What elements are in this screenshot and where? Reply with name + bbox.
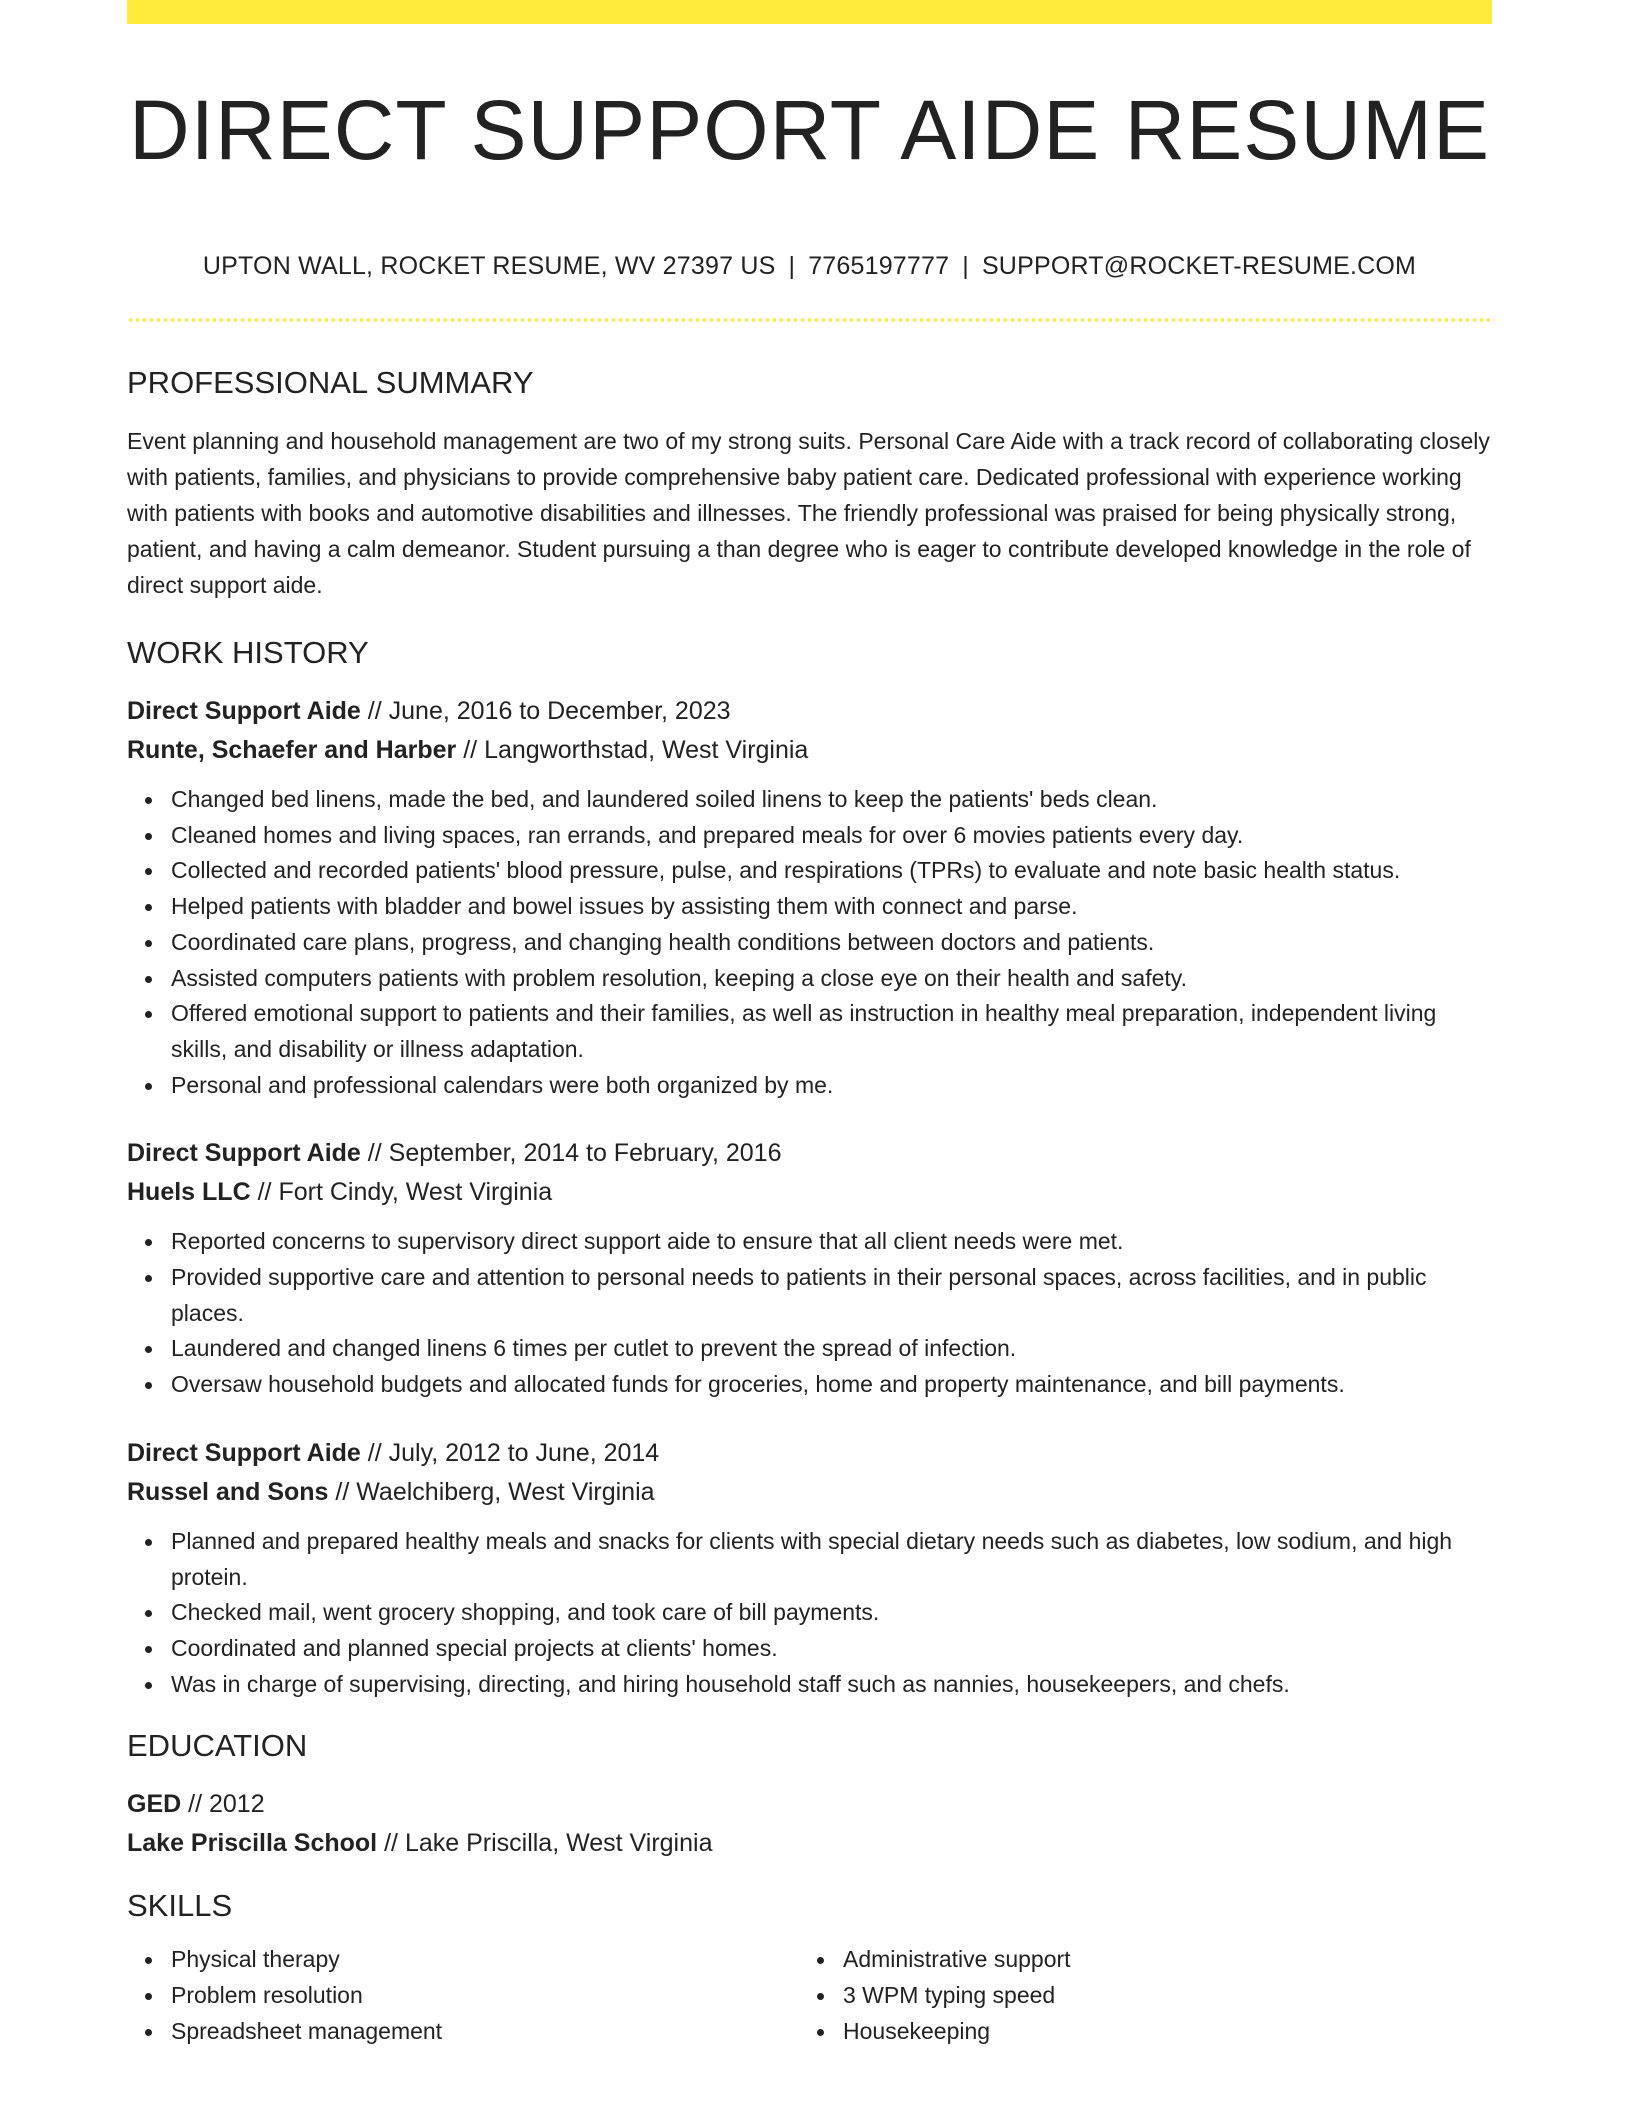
job-bullet: Cleaned homes and living spaces, ran errands, and prepared meals for over 6 movies patients every day. — [171, 818, 1492, 854]
job-bullet: Helped patients with bladder and bowel issues by assisting them with connect and parse. — [171, 889, 1492, 925]
separator: // — [335, 1477, 350, 1506]
dotted-divider — [127, 318, 1492, 322]
contact-phone: 7765197777 — [808, 252, 950, 280]
skill-item: Physical therapy — [171, 1942, 799, 1978]
separator: // — [367, 697, 382, 725]
job-company: Huels LLC — [127, 1178, 251, 1207]
summary-text: Event planning and household management are two of my strong suits. Personal Care Aide with a track record of collaborating closely with patients, families, and physicians to provide comprehensive baby patient care. Dedicated professional with experience working with patients with books and automotive disabilities and illnesses. The friendly professional was praised for being physically strong, patient, and having a calm demeanor. Student pursuing a than degree who is eager to contribute developed knowledge in the role of direct support aide. — [127, 428, 1490, 598]
work-history-heading: WORK HISTORY — [127, 635, 369, 670]
skills-list-left — [127, 1942, 799, 2049]
job-bullets — [127, 782, 1492, 1103]
job-bullet: Laundered and changed linens 6 times per cutlet to prevent the spread of infection. — [171, 1331, 1492, 1367]
job-bullet: Planned and prepared healthy meals and snacks for clients with special dietary needs such as diabetes, low sodium, and high protein. — [171, 1524, 1492, 1595]
separator: // — [367, 1438, 382, 1467]
job-company-line — [127, 731, 1492, 770]
job-bullet: Coordinated care plans, progress, and changing health conditions between doctors and patients. — [171, 925, 1492, 961]
job-title: Direct Support Aide — [127, 1438, 361, 1467]
education-year: 2012 — [209, 1790, 265, 1819]
contact-separator: | — [962, 252, 969, 280]
skills-column-left — [127, 1942, 799, 2049]
contact-separator: | — [788, 252, 796, 280]
skills-grid — [127, 1942, 1492, 2049]
job-title-line — [127, 692, 1492, 731]
separator: // — [463, 736, 478, 764]
skill-item: 3 WPM typing speed — [843, 1978, 1471, 2014]
skills-list-right — [799, 1942, 1471, 2049]
job-location: Fort Cindy, West Virginia — [278, 1178, 553, 1207]
job-bullet: Assisted computers patients with problem resolution, keeping a close eye on their health and safety. — [171, 961, 1492, 997]
separator: // — [367, 1139, 382, 1168]
job-bullet: Was in charge of supervising, directing, and hiring household staff such as nannies, housekeepers, and chefs. — [171, 1667, 1492, 1703]
job-company: Runte, Schaefer and Harber — [127, 736, 457, 764]
summary-heading: PROFESSIONAL SUMMARY — [127, 365, 534, 400]
job-bullet: Oversaw household budgets and allocated funds for groceries, home and property maintenance, and bill payments. — [171, 1367, 1492, 1403]
separator: // — [188, 1790, 203, 1819]
job-company-line — [127, 1473, 1492, 1512]
summary-section — [127, 363, 1492, 603]
job-bullet: Checked mail, went grocery shopping, and took care of bill payments. — [171, 1595, 1492, 1631]
job-dates: September, 2014 to February, 2016 — [388, 1139, 782, 1168]
job-entry — [127, 1134, 1492, 1403]
education-school: Lake Priscilla School — [127, 1829, 378, 1858]
separator: // — [257, 1178, 272, 1207]
job-bullet: Provided supportive care and attention to personal needs to patients in their personal spaces, across facilities, and in public places. — [171, 1260, 1492, 1331]
skills-heading: SKILLS — [127, 1888, 233, 1924]
skill-item: Spreadsheet management — [171, 2014, 799, 2050]
job-dates: June, 2016 to December, 2023 — [388, 697, 731, 725]
job-list — [127, 692, 1492, 1702]
education-location: Lake Priscilla, West Virginia — [404, 1829, 713, 1858]
job-bullet: Reported concerns to supervisory direct support aide to ensure that all client needs were met. — [171, 1224, 1492, 1260]
education-heading: EDUCATION — [127, 1728, 308, 1764]
accent-bar — [127, 0, 1492, 24]
skills-section — [127, 1886, 1492, 2049]
contact-line — [127, 250, 1492, 282]
work-history-section — [127, 633, 1492, 1702]
separator: // — [384, 1829, 398, 1858]
contact-email: SUPPORT@ROCKET-RESUME.COM — [981, 252, 1417, 280]
job-location: Langworthstad, West Virginia — [484, 736, 809, 764]
resume-page — [127, 0, 1492, 2049]
job-dates: July, 2012 to June, 2014 — [388, 1438, 660, 1467]
job-bullet: Personal and professional calendars were both organized by me. — [171, 1068, 1492, 1104]
job-title: Direct Support Aide — [127, 697, 361, 725]
education-degree: GED — [127, 1790, 182, 1819]
skill-item: Housekeeping — [843, 2014, 1471, 2050]
job-company-line — [127, 1173, 1492, 1212]
job-title-line — [127, 1134, 1492, 1173]
job-title: Direct Support Aide — [127, 1139, 361, 1168]
education-school-line — [127, 1824, 1492, 1863]
job-bullet: Collected and recorded patients' blood pressure, pulse, and respirations (TPRs) to evaluate and note basic health status. — [171, 853, 1492, 889]
education-section — [127, 1726, 1492, 1863]
skill-item: Administrative support — [843, 1942, 1471, 1978]
contact-address: UPTON WALL, ROCKET RESUME, WV 27397 US — [202, 252, 776, 280]
job-company: Russel and Sons — [127, 1477, 329, 1506]
job-bullets — [127, 1224, 1492, 1403]
resume-title: DIRECT SUPPORT AIDE RESUME — [129, 83, 1490, 177]
job-title-line — [127, 1434, 1492, 1473]
education-degree-line — [127, 1785, 1492, 1824]
job-entry — [127, 692, 1492, 1103]
job-bullets — [127, 1524, 1492, 1703]
job-bullet: Coordinated and planned special projects at clients' homes. — [171, 1631, 1492, 1667]
skills-column-right — [799, 1942, 1471, 2049]
job-entry — [127, 1434, 1492, 1703]
skill-item: Problem resolution — [171, 1978, 799, 2014]
job-location: Waelchiberg, West Virginia — [356, 1477, 655, 1506]
job-bullet: Offered emotional support to patients and their families, as well as instruction in healthy meal preparation, independent living skills, and disability or illness adaptation. — [171, 996, 1492, 1067]
job-bullet: Changed bed linens, made the bed, and laundered soiled linens to keep the patients' beds clean. — [171, 782, 1492, 818]
